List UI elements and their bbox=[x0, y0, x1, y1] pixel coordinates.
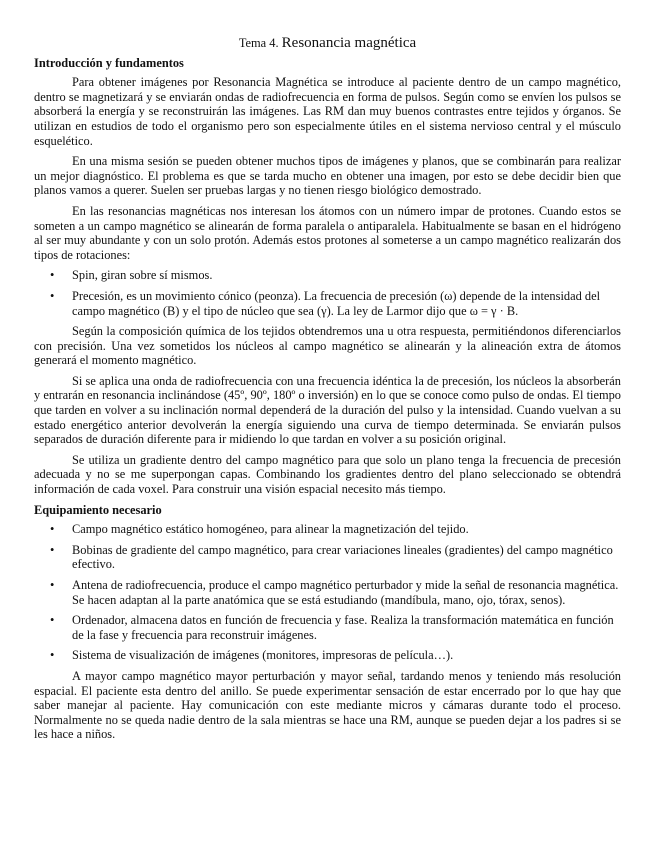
list-item bbox=[34, 522, 621, 537]
bullet-icon: • bbox=[50, 578, 55, 592]
list-item-text: Antena de radiofrecuencia, produce el campo magnético perturbador y mide la señal de resonancia magnética. Se hacen adaptan al la parte anatómica que se está estudiando (mandíbula, mano, ojo, tórax, senos). bbox=[72, 578, 619, 607]
bullet-icon: • bbox=[50, 648, 55, 663]
title-prefix: Tema 4. bbox=[238, 36, 279, 50]
paragraph: En una misma sesión se pueden obtener muchos tipos de imágenes y planos, que se combinarán para realizar un mejor diagnóstico. El problema es que se tarda mucho en obtener una imagen, por esto se debe decidir bien que planos vamos a querer. Suelen ser pruebas largas y no tienen riesgo biológico demostrado. bbox=[34, 154, 621, 198]
paragraph: Si se aplica una onda de radiofrecuencia con una frecuencia idéntica la de precesión, los núcleos la absorberán y entrarán en resonancia inclinándose (45º, 90º, 180º o inversión) en lo que se conoce como pulso de ondas. El tiempo que tarden en volver a su inclinación normal dependerá de la duración del pulso y la intensidad. Cuando vuelvan a su estado energético anterior devolverán la energía siguiendo una curva de tiempo determinada. Se enviarán pulsos separados de duración diferente para ir midiendo lo que tardan en volver a su posición original. bbox=[34, 373, 621, 447]
page-title bbox=[34, 36, 621, 51]
list-item bbox=[34, 268, 621, 283]
bullet-icon: • bbox=[50, 542, 55, 557]
list-item bbox=[34, 613, 621, 642]
bullet-icon: • bbox=[50, 268, 55, 283]
list-item-text: Sistema de visualización de imágenes (monitores, impresoras de película…). bbox=[72, 648, 454, 663]
paragraph: Para obtener imágenes por Resonancia Magnética se introduce al paciente dentro de un campo magnético, dentro se magnetizará y se enviarán ondas de radiofrecuencia en forma de pulsos. Según como se envíen los pulsos se absorberá la energía y se reconstruirán las imágenes. Las RM dan muy buenos contrastes entre tejidos y órganos. Se utilizan en estudios de todo el organismo pero son especialmente útiles en el sistema nervioso central y el músculo esquelético. bbox=[34, 75, 621, 148]
bullet-icon: • bbox=[50, 522, 55, 537]
list-item-text: Campo magnético estático homogéneo, para alinear la magnetización del tejido. bbox=[72, 522, 469, 537]
list-item bbox=[34, 543, 621, 572]
paragraph: Se utiliza un gradiente dentro del campo magnético para que solo un plano tenga la frecuencia de precesión adecuada y no se me superpongan capas. Combinando los gradientes dentro del plano seleccionado se obtendrá información de cada voxel. Para construir una visión espacial necesito más tiempo. bbox=[34, 452, 621, 497]
list-item-text: Spin, giran sobre sí mismos. bbox=[72, 268, 213, 283]
list-item bbox=[34, 578, 621, 607]
bullet-list-equipment bbox=[34, 522, 621, 663]
section-heading-equipment: Equipamiento necesario bbox=[34, 502, 162, 517]
paragraph: En las resonancias magnéticas nos interesan los átomos con un número impar de protones. Cuando estos se someten a un campo magnético se alinearán de forma paralela o antiparalela. Habitualmente se basan en el hidrógeno al ser muy abundante y con un solo protón. Además estos protones al someterse a un campo magnético realizarán dos tipos de rotaciones: bbox=[34, 203, 621, 262]
list-item bbox=[34, 289, 621, 318]
list-item-text: Precesión, es un movimiento cónico (peonza). La frecuencia de precesión (ω) depende de la intensidad del campo magnético (B) y el tipo de núcleo que sea (γ). La ley de Larmor dijo que ω = γ · B. bbox=[72, 288, 601, 318]
paragraph: Según la composición química de los tejidos obtendremos una u otra respuesta, permitiéndonos diferenciarlos con precisión. Una vez sometidos los núcleos al campo magnético se alinearán y la alineación extra de átomos generará el momento magnético. bbox=[34, 324, 621, 368]
bullet-icon: • bbox=[50, 613, 55, 628]
bullet-list-rotations bbox=[34, 268, 621, 318]
list-item-text: Ordenador, almacena datos en función de frecuencia y fase. Realiza la transformación matemática en función de la fase y frecuencia para reconstruir imágenes. bbox=[72, 613, 614, 642]
section-heading-intro: Introducción y fundamentos bbox=[34, 55, 184, 70]
title-main: Resonancia magnética bbox=[281, 35, 417, 51]
list-item-text: Bobinas de gradiente del campo magnético, para crear variaciones lineales (gradientes) del campo magnético efectivo. bbox=[72, 542, 613, 572]
bullet-icon: • bbox=[50, 288, 55, 303]
list-item bbox=[34, 648, 621, 663]
paragraph: A mayor campo magnético mayor perturbación y mayor señal, tardando menos y teniendo más resolución espacial. El paciente esta dentro del anillo. Se puede experimentar sensación de estar encerrado por lo que hay que saber manejar al paciente. Hay comunicación con este mediante micros y cámaras durante todo el proceso. Normalmente no se queda nadie dentro de la sala mientras se hace una RM, aunque se pueden dejar a los padres si se les hace a niños. bbox=[34, 668, 621, 742]
